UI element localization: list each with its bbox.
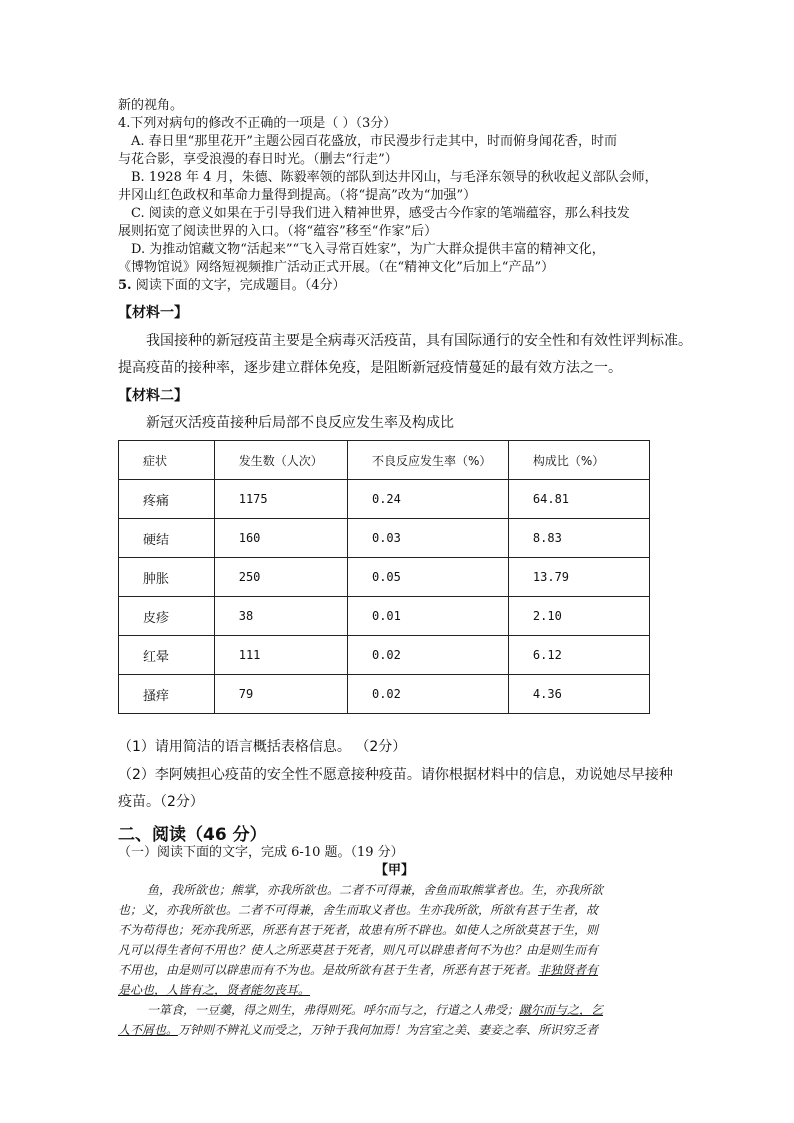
material-1-line-1: 我国接种的新冠疫苗主要是全病毒灭活疫苗，具有国际通行的安全性和有效性评判标准。 [146, 333, 692, 349]
table-row [119, 597, 650, 636]
subquestion-1: （1）请用简洁的语言概括表格信息。 （2分） [118, 739, 407, 755]
option-b-line-2: 井冈山红色政权和革命力量得到提高。（将“提高”改为“加强”） [118, 188, 477, 203]
cell-ratio: 13.79 [508, 558, 649, 597]
passage-line: 凡可以得生者何不用也？使人之所恶莫甚于死者，则凡可以辟患者何不为也？由是则生而有 [118, 943, 599, 957]
option-d-line-1: D. 为推动馆藏文物“活起来”“飞入寻常百姓家”，为广大群众提供丰富的精神文化， [131, 242, 605, 257]
section-2-heading: 二、阅读（46 分） [118, 825, 267, 845]
passage-text: 一箪食，一豆羹，得之则生，弗得则死。呼尔而与之，行道之人弗受； [147, 1003, 520, 1017]
adverse-reaction-table [118, 440, 650, 714]
underlined-passage-text: 人不屑也。 [118, 1023, 179, 1037]
cell-rate: 0.05 [347, 558, 508, 597]
table-title: 新冠灭活疫苗接种后局部不良反应发生率及构成比 [146, 415, 454, 431]
cell-symptom: 硬结 [119, 519, 215, 558]
subquestion-2-line-1: （2）李阿姨担心疫苗的安全性不愿意接种疫苗。请你根据材料中的信息，劝说她尽早接种 [118, 767, 673, 783]
passage-jia-label: 【甲】 [375, 863, 415, 878]
header-rate: 不良反应发生率（%） [347, 441, 508, 480]
cell-count: 250 [214, 558, 347, 597]
passage-line: 也；义，亦我所欲也。二者不可得兼，舍生而取义者也。生亦我所欲，所欲有甚于生者，故 [118, 903, 599, 917]
cell-count: 1175 [214, 480, 347, 519]
material-2-title: 【材料二】 [118, 388, 188, 404]
option-c-line-2: 展则拓宽了阅读世界的入口。（将“蕴容”移至“作家”后） [118, 224, 438, 239]
passage-line: 鱼，我所欲也；熊掌，亦我所欲也。二者不可得兼，舍鱼而取熊掌者也。生，亦我所欲 [147, 883, 604, 897]
cell-symptom: 红晕 [119, 636, 215, 675]
cell-count: 111 [214, 636, 347, 675]
cell-symptom: 肿胀 [119, 558, 215, 597]
passage-line [118, 962, 598, 978]
table-row [119, 480, 650, 519]
part-1-instruction: （一）阅读下面的文字，完成 6-10 题。（19 分） [118, 845, 404, 860]
table-row [119, 636, 650, 675]
cell-symptom: 搔痒 [119, 675, 215, 714]
underlined-passage-line: 是心也，人皆有之，贤者能勿丧耳。 [118, 983, 311, 997]
cell-rate: 0.03 [347, 519, 508, 558]
material-1-line-2: 提高疫苗的接种率，逐步建立群体免疫，是阻断新冠疫情蔓延的最有效方法之一。 [118, 360, 622, 376]
table-row [119, 519, 650, 558]
cell-ratio: 6.12 [508, 636, 649, 675]
cell-rate: 0.02 [347, 636, 508, 675]
cell-ratio: 4.36 [508, 675, 649, 714]
option-b-line-1: B. 1928 年 4 月，朱德、陈毅率领的部队到达井冈山，与毛泽东领导的秋收起义部队会师， [131, 170, 658, 185]
cell-count: 160 [214, 519, 347, 558]
header-ratio: 构成比（%） [508, 441, 649, 480]
passage-line [118, 1022, 598, 1038]
option-a-line-2: 与花合影，享受浪漫的春日时光。（删去“行走”） [118, 152, 398, 167]
header-count: 发生数（人次） [214, 441, 347, 480]
header-symptom: 症状 [119, 441, 215, 480]
table-row [119, 675, 650, 714]
underlined-passage-text: 蹴尔而与之，乞 [519, 1003, 604, 1017]
table-row [119, 558, 650, 597]
cell-symptom: 皮疹 [119, 597, 215, 636]
cell-count: 38 [214, 597, 347, 636]
question-5-text: 阅读下面的文字，完成题目。（4分） [135, 278, 346, 293]
option-c-line-1: C. 阅读的意义如果在于引导我们进入精神世界，感受古今作家的笔端蕴容，那么科技发 [131, 206, 630, 221]
previous-line: 新的视角。 [118, 98, 184, 113]
table-header-row [119, 441, 650, 480]
passage-line: 不为苟得也；死亦我所恶，所恶有甚于死者，故患有所不辟也。如使人之所欲莫甚于生，则 [118, 923, 599, 937]
material-1-title: 【材料一】 [118, 305, 188, 321]
cell-ratio: 64.81 [508, 480, 649, 519]
cell-ratio: 2.10 [508, 597, 649, 636]
option-a-line-1: A. 春日里“那里花开”主题公园百花盛放，市民漫步行走其中，时而俯身闻花香，时而 [131, 134, 617, 149]
option-d-line-2: 《博物馆说》网络短视频推广活动正式开展。（在“精神文化”后加上“产品”） [118, 260, 555, 275]
cell-count: 79 [214, 675, 347, 714]
subquestion-2-line-2: 疫苗。（2分） [118, 794, 204, 810]
passage-line [147, 1002, 603, 1018]
question-4-stem: 4.下列对病句的修改不正确的一项是（ ）（3分） [118, 116, 397, 131]
underlined-passage-text: 非独贤者有 [538, 963, 599, 977]
cell-symptom: 疼痛 [119, 480, 215, 519]
cell-ratio: 8.83 [508, 519, 649, 558]
cell-rate: 0.24 [347, 480, 508, 519]
passage-text: 万钟则不辨礼义而受之，万钟于我何加焉！为宫室之美、妻妾之奉、所识穷乏者 [178, 1023, 599, 1037]
passage-text: 不用也，由是则可以辟患而有不为也。是故所欲有甚于生者，所恶有甚于死者。 [118, 963, 539, 977]
cell-rate: 0.02 [347, 675, 508, 714]
question-5-number: 5. [118, 278, 132, 293]
cell-rate: 0.01 [347, 597, 508, 636]
question-5-stem [118, 277, 346, 295]
